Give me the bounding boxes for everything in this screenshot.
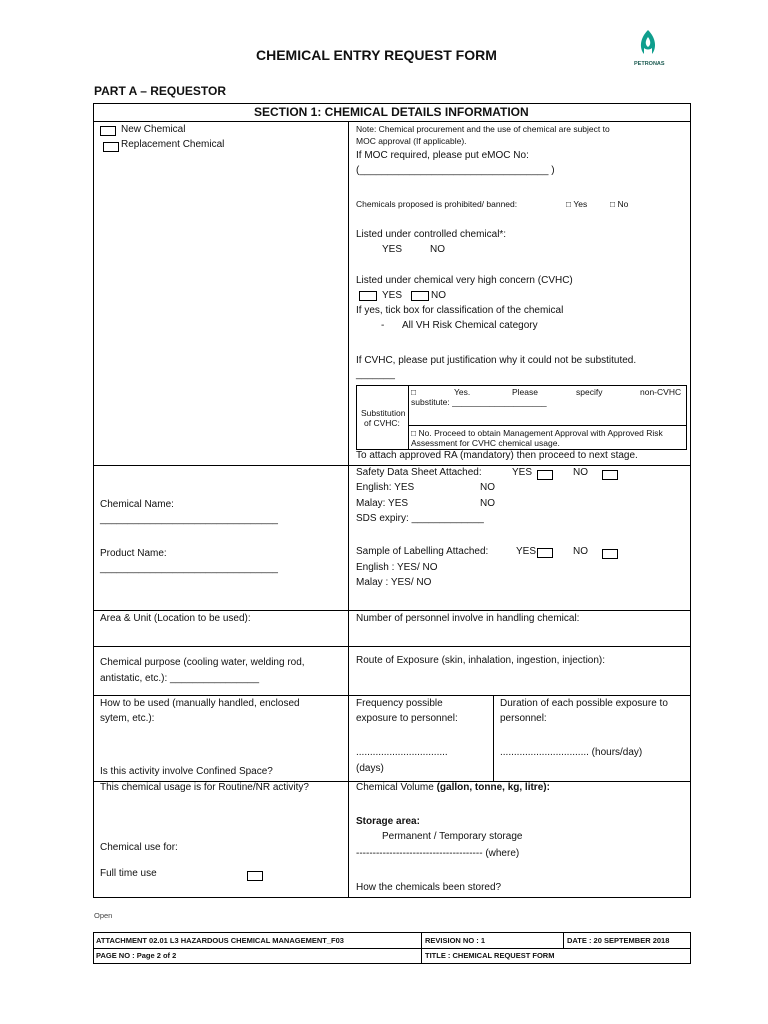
replacement-chemical-checkbox[interactable] [103, 142, 119, 152]
how-used-line-1: How to be used (manually handled, enclosed [100, 698, 300, 709]
routine-label: This chemical usage is for Routine/NR activity? [100, 782, 309, 793]
petronas-logo-icon [630, 28, 666, 64]
how-used-line-2: sytem, etc.): [100, 713, 155, 724]
english-no: NO [480, 482, 495, 493]
vh-category: All VH Risk Chemical category [402, 320, 538, 331]
sds-yes-checkbox[interactable] [537, 470, 553, 480]
sds-no: NO [573, 467, 588, 478]
subst-yes-word: Yes. [454, 387, 471, 397]
controlled-label: Listed under controlled chemical*: [356, 229, 507, 240]
footer-page: PAGE NO : Page 2 of 2 [96, 951, 177, 960]
logo-text: PETRONAS [634, 61, 665, 67]
chemical-volume-text: Chemical Volume [356, 782, 434, 793]
vh-dash: - [381, 320, 385, 331]
replacement-chemical-label: Replacement Chemical [121, 139, 225, 150]
sample-yes-checkbox[interactable] [537, 548, 553, 558]
subst-yes-checkbox[interactable]: □ [411, 387, 417, 397]
confined-space-label: Is this activity involve Confined Space? [100, 766, 273, 777]
chemical-volume-units: (gallon, tonne, kg, litre): [436, 782, 550, 793]
moc-line: If MOC required, please put eMOC No: [356, 150, 529, 161]
english-yes-no: English : YES/ NO [356, 562, 438, 573]
footer-title: TITLE : CHEMICAL REQUEST FORM [425, 951, 555, 960]
tick-line: If yes, tick box for classification of the chemical [356, 305, 564, 316]
new-chemical-label: New Chemical [121, 124, 186, 135]
frequency-line-2: exposure to personnel: [356, 713, 458, 724]
subst-no-line-2: Assessment for CVHC chemical usage. [411, 438, 560, 448]
form-title: CHEMICAL ENTRY REQUEST FORM [256, 47, 497, 63]
attach-ra: To attach approved RA (mandatory) then proceed to next stage. [356, 450, 638, 461]
prohibited-yes[interactable]: □ Yes [566, 199, 588, 209]
subst-specify: specify [576, 387, 603, 397]
sample-no-checkbox[interactable] [602, 549, 618, 559]
full-time-use-label: Full time use [100, 868, 157, 879]
subst-please: Please [512, 387, 538, 397]
purpose-line-1: Chemical purpose (cooling water, welding rod, [100, 657, 305, 668]
subst-noncvhc: non-CVHC [640, 387, 682, 397]
controlled-no[interactable]: NO [430, 244, 445, 255]
classification-label: Open [94, 911, 113, 920]
chemical-name-label: Chemical Name: [100, 499, 174, 510]
sample-yes: YES [516, 546, 537, 557]
cvhc-no: NO [431, 290, 446, 301]
sample-no: NO [573, 546, 588, 557]
purpose-line-2[interactable]: antistatic, etc.): ________________ [100, 673, 260, 684]
section1-heading: SECTION 1: CHEMICAL DETAILS INFORMATION [254, 105, 529, 119]
permanent-temporary-label[interactable]: Permanent / Temporary storage [382, 831, 523, 842]
controlled-yes[interactable]: YES [382, 244, 403, 255]
footer-revision: REVISION NO : 1 [425, 936, 486, 945]
personnel-label: Number of personnel involve in handling chemical: [356, 613, 580, 624]
justification-label: If CVHC, please put justification why it could not be substituted. [356, 355, 637, 366]
justification-blank[interactable]: _______ [356, 369, 395, 380]
storage-area-label: Storage area: [356, 816, 420, 827]
substitution-label-1: Substitution [361, 408, 406, 418]
sds-no-checkbox[interactable] [602, 470, 618, 480]
subst-substitute-field[interactable]: substitute: ____________________ [411, 397, 547, 407]
how-stored-label: How the chemicals been stored? [356, 882, 502, 893]
cvhc-yes: YES [382, 290, 403, 301]
cvhc-label: Listed under chemical very high concern (CVHC) [356, 275, 573, 286]
note-line-2: MOC approval (If applicable). [356, 136, 467, 146]
sds-label: Safety Data Sheet Attached: [356, 467, 482, 478]
product-name-label: Product Name: [100, 548, 167, 559]
cvhc-no-checkbox[interactable] [411, 291, 429, 301]
chemical-name-field[interactable]: ________________________________ [100, 514, 278, 525]
malay-no: NO [480, 498, 495, 509]
area-unit-label: Area & Unit (Location to be used): [100, 613, 251, 624]
part-a-heading: PART A – REQUESTOR [94, 84, 227, 98]
frequency-field[interactable]: ................................. [356, 747, 448, 758]
storage-where-field[interactable]: -------------------------------------- (where) [356, 848, 520, 859]
chemical-volume-label [356, 782, 550, 793]
sds-expiry[interactable]: SDS expiry: _____________ [356, 513, 484, 524]
moc-blank[interactable]: (__________________________________ ) [356, 165, 555, 176]
footer-attachment: ATTACHMENT 02.01 L3 HAZARDOUS CHEMICAL MANAGEMENT_F03 [96, 936, 344, 945]
prohibited-label: Chemicals proposed is prohibited/ banned: [356, 199, 518, 209]
footer-date: DATE : 20 SEPTEMBER 2018 [567, 936, 670, 945]
route-label: Route of Exposure (skin, inhalation, ingestion, injection): [356, 655, 606, 666]
substitution-label-2: of CVHC: [364, 418, 400, 428]
full-time-use-checkbox[interactable] [247, 871, 263, 881]
duration-line-1: Duration of each possible exposure to [500, 698, 668, 709]
product-name-field[interactable]: ________________________________ [100, 563, 278, 574]
chemical-use-for-label: Chemical use for: [100, 842, 178, 853]
malay-yes: Malay: YES [356, 498, 409, 509]
petronas-logo [630, 28, 666, 64]
prohibited-no[interactable]: □ No [610, 199, 629, 209]
frequency-days: (days) [356, 763, 384, 774]
duration-line-2: personnel: [500, 713, 547, 724]
new-chemical-checkbox[interactable] [100, 126, 116, 136]
frequency-line-1: Frequency possible [356, 698, 443, 709]
duration-field[interactable]: ................................ (hours/day) [500, 747, 643, 758]
cvhc-yes-checkbox[interactable] [359, 291, 377, 301]
note-line-1: Note: Chemical procurement and the use of chemical are subject to [356, 124, 610, 134]
subst-no-line-1[interactable]: □ No. Proceed to obtain Management Approval with Approved Risk [411, 428, 663, 438]
sample-label: Sample of Labelling Attached: [356, 546, 489, 557]
sds-yes: YES [512, 467, 533, 478]
english-yes: English: YES [356, 482, 415, 493]
malay-yes-no: Malay : YES/ NO [356, 577, 432, 588]
